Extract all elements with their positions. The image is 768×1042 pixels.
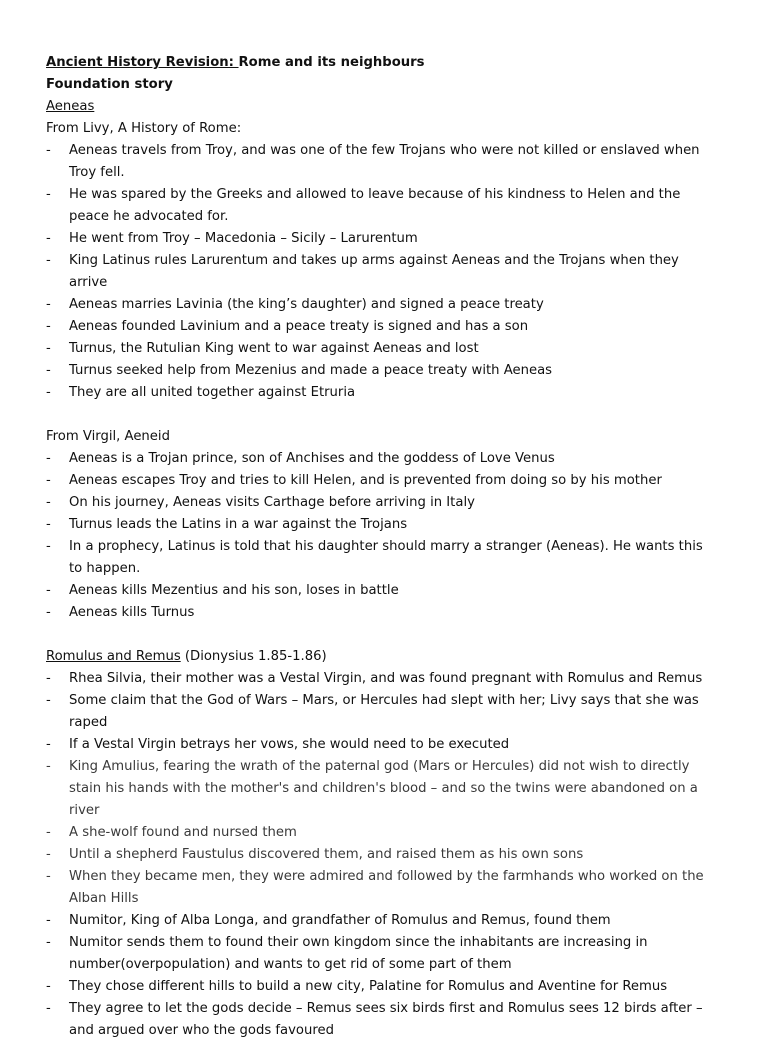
bullet-dash: - [46, 693, 51, 708]
bullet-dash: - [46, 319, 51, 334]
list-item [46, 250, 718, 294]
list-item-text: He was spared by the Greeks and allowed to leave because of his kindness to Helen and the peace he advocated for. [69, 187, 681, 224]
list-item [46, 976, 718, 998]
bullet-dash: - [46, 495, 51, 510]
bullet-dash: - [46, 253, 51, 268]
list-item-text: In a prophecy, Latinus is told that his daughter should marry a stranger (Aeneas). He wants this to happen. [69, 539, 703, 576]
list-item-text: Turnus seeked help from Mezenius and made a peace treaty with Aeneas [69, 363, 553, 378]
bullet-dash: - [46, 517, 51, 532]
bullet-dash: - [46, 385, 51, 400]
list-item [46, 822, 718, 844]
list-item [46, 866, 718, 910]
list-item-text: They agree to let the gods decide – Remus sees six birds first and Romulus sees 12 birds after – and argued over who the gods favoured [69, 1001, 703, 1038]
bullet-dash: - [46, 869, 51, 884]
bullet-dash: - [46, 187, 51, 202]
list-item [46, 536, 718, 580]
romulus-remus-citation: (Dionysius 1.85-1.86) [180, 649, 327, 664]
bullet-dash: - [46, 847, 51, 862]
list-item [46, 470, 718, 492]
list-item-text: A she-wolf found and nursed them [69, 825, 297, 840]
list-item [46, 580, 718, 602]
bullet-dash: - [46, 671, 51, 686]
list-item [46, 316, 718, 338]
bullet-dash: - [46, 341, 51, 356]
bullet-dash: - [46, 231, 51, 246]
bullet-dash: - [46, 979, 51, 994]
list-item-text: They chose different hills to build a new city, Palatine for Romulus and Aventine for Remus [69, 979, 668, 994]
list-item-text: Numitor, King of Alba Longa, and grandfather of Romulus and Remus, found them [69, 913, 611, 928]
source-label-livy: From Livy, A History of Rome: [46, 121, 242, 136]
bullet-dash: - [46, 913, 51, 928]
document-title [46, 52, 718, 74]
list-item [46, 382, 718, 404]
list-item [46, 184, 718, 228]
romulus-remus-bullet-list [46, 668, 718, 1042]
list-item [46, 668, 718, 690]
list-item-text: Aeneas is a Trojan prince, son of Anchises and the goddess of Love Venus [69, 451, 555, 466]
list-item-text: King Amulius, fearing the wrath of the paternal god (Mars or Hercules) did not wish to directly stain his hands with the mother's and children's blood – and so the twins were abandoned on a river [69, 759, 698, 818]
list-item [46, 228, 718, 250]
list-item [46, 932, 718, 976]
spacer [46, 624, 718, 646]
list-item-text: Aeneas kills Turnus [69, 605, 195, 620]
title-underlined: Ancient History Revision: [46, 55, 239, 70]
bullet-dash: - [46, 143, 51, 158]
list-item-text: Aeneas escapes Troy and tries to kill Helen, and is prevented from doing so by his mother [69, 473, 662, 488]
bullet-dash: - [46, 539, 51, 554]
list-item-text: Turnus, the Rutulian King went to war against Aeneas and lost [69, 341, 479, 356]
spacer [46, 404, 718, 426]
list-item-text: Turnus leads the Latins in a war against the Trojans [69, 517, 408, 532]
list-item [46, 844, 718, 866]
bullet-dash: - [46, 759, 51, 774]
list-item [46, 998, 718, 1042]
list-item-text: When they became men, they were admired and followed by the farmhands who worked on the Alban Hills [69, 869, 704, 906]
bullet-dash: - [46, 605, 51, 620]
bullet-dash: - [46, 583, 51, 598]
document-subtitle: Foundation story [46, 77, 173, 92]
list-item [46, 492, 718, 514]
bullet-dash: - [46, 297, 51, 312]
list-item-text: Aeneas kills Mezentius and his son, loses in battle [69, 583, 399, 598]
bullet-dash: - [46, 825, 51, 840]
list-item [46, 690, 718, 734]
list-item [46, 448, 718, 470]
list-item-text: King Latinus rules Larurentum and takes up arms against Aeneas and the Trojans when they arrive [69, 253, 679, 290]
bullet-dash: - [46, 473, 51, 488]
bullet-dash: - [46, 935, 51, 950]
virgil-bullet-list [46, 448, 718, 624]
list-item-text: Numitor sends them to found their own kingdom since the inhabitants are increasing in number(overpopulation) and wants to get rid of some part of them [69, 935, 648, 972]
list-item [46, 140, 718, 184]
list-item [46, 910, 718, 932]
list-item [46, 756, 718, 822]
title-rest: Rome and its neighbours [238, 55, 425, 70]
list-item-text: Aeneas founded Lavinium and a peace treaty is signed and has a son [69, 319, 529, 334]
list-item-text: They are all united together against Etruria [69, 385, 356, 400]
list-item-text: On his journey, Aeneas visits Carthage before arriving in Italy [69, 495, 475, 510]
list-item-text: He went from Troy – Macedonia – Sicily – Larurentum [69, 231, 418, 246]
bullet-dash: - [46, 363, 51, 378]
list-item [46, 294, 718, 316]
list-item [46, 514, 718, 536]
list-item-text: Until a shepherd Faustulus discovered them, and raised them as his own sons [69, 847, 584, 862]
bullet-dash: - [46, 451, 51, 466]
list-item [46, 338, 718, 360]
list-item [46, 602, 718, 624]
list-item-text: Aeneas travels from Troy, and was one of the few Trojans who were not killed or enslaved when Troy fell. [69, 143, 700, 180]
list-item [46, 360, 718, 382]
list-item-text: Aeneas marries Lavinia (the king’s daughter) and signed a peace treaty [69, 297, 544, 312]
list-item-text: If a Vestal Virgin betrays her vows, she would need to be executed [69, 737, 510, 752]
livy-bullet-list [46, 140, 718, 404]
list-item-text: Some claim that the God of Wars – Mars, or Hercules had slept with her; Livy says that she was raped [69, 693, 699, 730]
section-heading-romulus-remus [46, 646, 718, 668]
bullet-dash: - [46, 1001, 51, 1016]
section-heading-aeneas: Aeneas [46, 99, 95, 114]
bullet-dash: - [46, 737, 51, 752]
source-label-virgil: From Virgil, Aeneid [46, 429, 170, 444]
list-item-text: Rhea Silvia, their mother was a Vestal Virgin, and was found pregnant with Romulus and Remus [69, 671, 703, 686]
romulus-remus-heading: Romulus and Remus [46, 649, 181, 664]
list-item [46, 734, 718, 756]
